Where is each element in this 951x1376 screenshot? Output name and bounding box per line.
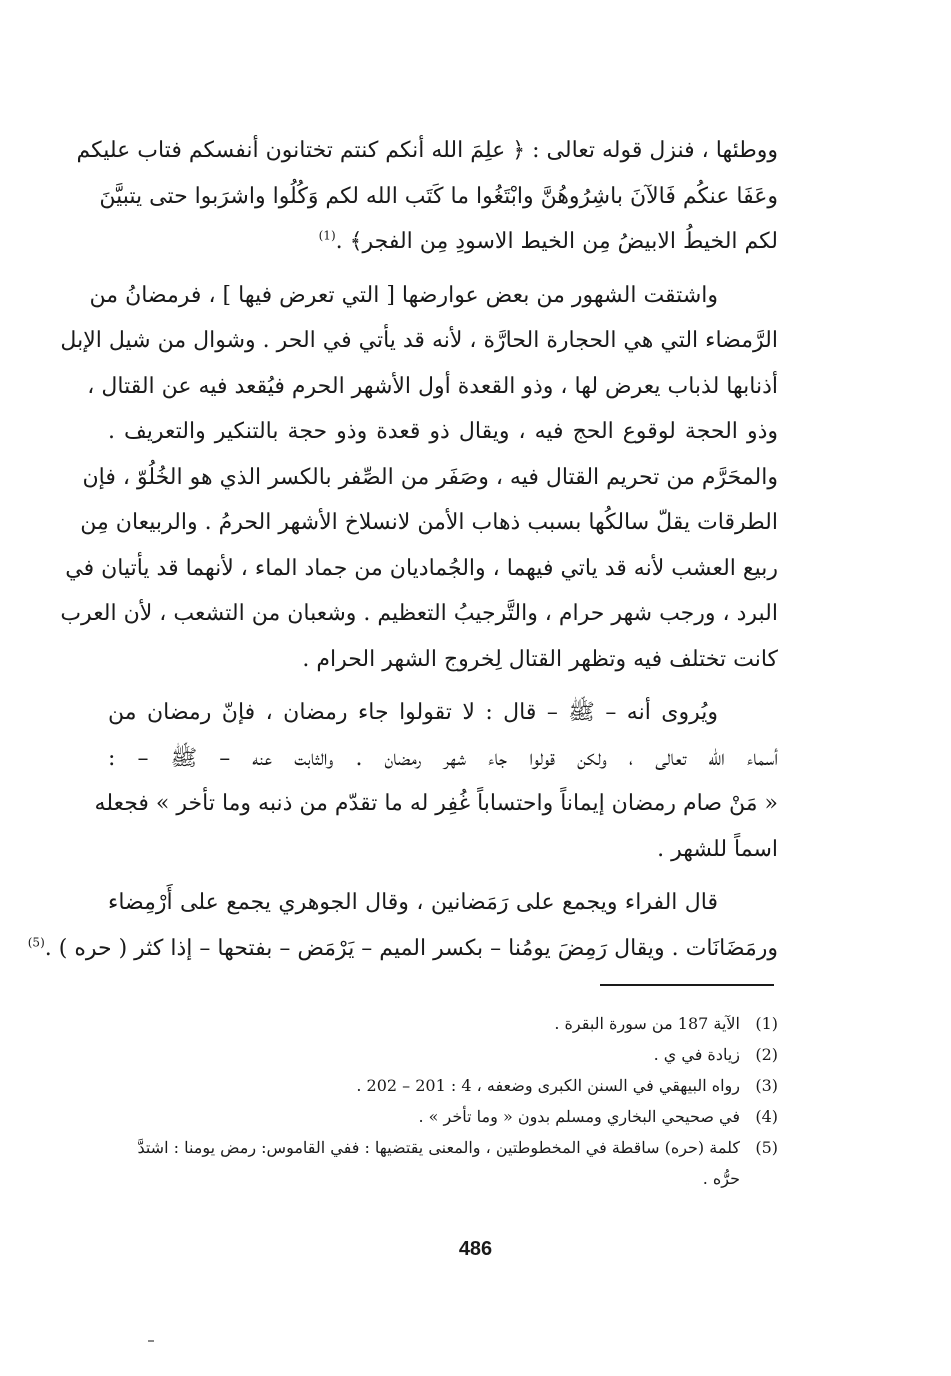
- text-line: أذنابها لذباب يعرض لها ، وذو القعدة أول الأشهر الحرم فيُقعد فيه عن القتال ،: [87, 373, 778, 399]
- main-text: [27, 128, 778, 971]
- text-line-content: ورمَضَانَات . ويقال رَمِضَ يومُنا – بكسر الميم – يَرْمَض – بفتحها – إذا كثر ( حره ) .: [44, 935, 778, 961]
- text-line: ووطئها ، فنزل قوله تعالى : ﴿ علِمَ الله أنكم كنتم تختانون أنفسكم فتاب عليكم: [76, 138, 778, 163]
- footnote-text: زيادة في ي .: [653, 1045, 740, 1064]
- footnote-ref: (1): [318, 228, 336, 243]
- text-line-content: لكم الخيطُ الابيضُ مِن الخيط الاسودِ مِن الفجر﴾ .: [335, 229, 778, 254]
- footnote-text: كلمة (حره) ساقطة في المخطوطتين ، والمعنى يقتضيها : ففي القاموس: رمض يومنا : اشتدَّ حرُّه .: [137, 1138, 740, 1188]
- text-line: أسماء الله تعالى ، ولكن قولوا جاء شهر رمضان . والثابت عنه – ﷺ – :: [108, 745, 778, 771]
- footnote: [108, 1039, 778, 1070]
- text-line: الطرقات يقلّ سالكُها بسبب ذهاب الأمن لانسلاخ الأشهر الحرمُ . والربيعان مِن: [80, 510, 778, 535]
- scan-mark: [148, 1340, 154, 1342]
- footnote-text: الآية 187 من سورة البقرة .: [554, 1014, 740, 1033]
- footnote: [108, 1132, 778, 1194]
- footnote-number: (5): [755, 1138, 778, 1157]
- text-line: اسماً للشهر .: [657, 836, 778, 862]
- paragraph-4: [27, 880, 778, 971]
- page-number: 486: [458, 1238, 493, 1260]
- footnote-ref: (5): [27, 935, 45, 950]
- text-line: كانت تختلف فيه وتظهر القتال لِخروج الشهر الحرام .: [302, 646, 778, 672]
- text-line: والمحَرَّم من تحريم القتال فيه ، وصَفَر من الصِّفر بالكسر الذي هو الخُلُوّ ، فإن: [82, 464, 778, 490]
- footnote: [108, 1008, 778, 1039]
- paragraph-3: [94, 690, 778, 872]
- footnotes: [108, 1008, 778, 1194]
- text-line: [108, 219, 778, 265]
- text-line: [27, 926, 778, 972]
- text-line: « مَنْ صام رمضان إيماناً واحتساباً غُفِر له ما تقدّم من ذنبه وما تأخر » فجعله: [94, 791, 778, 816]
- text-line: البرد ، ورجب شهر حرام ، والتَّرجيبُ التعظيم . وشعبان من التشعب ، لأن العرب: [60, 601, 778, 626]
- footnote: [108, 1070, 778, 1101]
- text-line: قال الفراء ويجمع على رَمَضانين ، وقال الجوهري يجمع على أَرْمِضاء: [108, 890, 718, 915]
- text-line: واشتقت الشهور من بعض عوارضها [ التي تعرض فيها ] ، فرمضانُ من: [89, 282, 718, 308]
- text-line: وذو الحجة لوقوع الحج فيه ، ويقال ذو قعدة وذو حجة بالتنكير والتعريف .: [108, 419, 778, 444]
- footnote-separator: [600, 984, 774, 986]
- text-line: الرَّمضاء التي هي الحجارة الحارَّة ، لأنه قد يأتي في الحر . وشوال من شيل الإبل: [60, 328, 778, 353]
- text-line: ربيع العشب لأنه قد ياتي فيهما ، والجُماديان من جماد الماء ، لأنهما قد يأتيان في: [65, 555, 778, 581]
- footnote-number: (2): [755, 1045, 778, 1064]
- footnote: [108, 1101, 778, 1132]
- paragraph-2: [60, 273, 778, 683]
- text-line: ويُروى أنه – ﷺ – قال : لا تقولوا جاء رمضان ، فإنّ رمضان من: [108, 700, 718, 725]
- footnote-number: (3): [755, 1076, 778, 1095]
- footnote-text: رواه البيهقي في السنن الكبرى وضعفه ، 4 : 201 – 202 .: [356, 1076, 740, 1095]
- footnote-number: (4): [755, 1107, 778, 1126]
- text-line: وعَفَا عنكُم فَالآنَ باشِرُوهُنَّ وابْتَغُوا ما كَتَب الله لكم وَكُلُوا واشرَبوا حتى يتبيَّنَ: [99, 183, 778, 209]
- paragraph-1: [76, 128, 778, 265]
- footnote-text: في صحيحي البخاري ومسلم بدون « وما تأخر » .: [418, 1107, 740, 1126]
- footnote-number: (1): [755, 1014, 778, 1033]
